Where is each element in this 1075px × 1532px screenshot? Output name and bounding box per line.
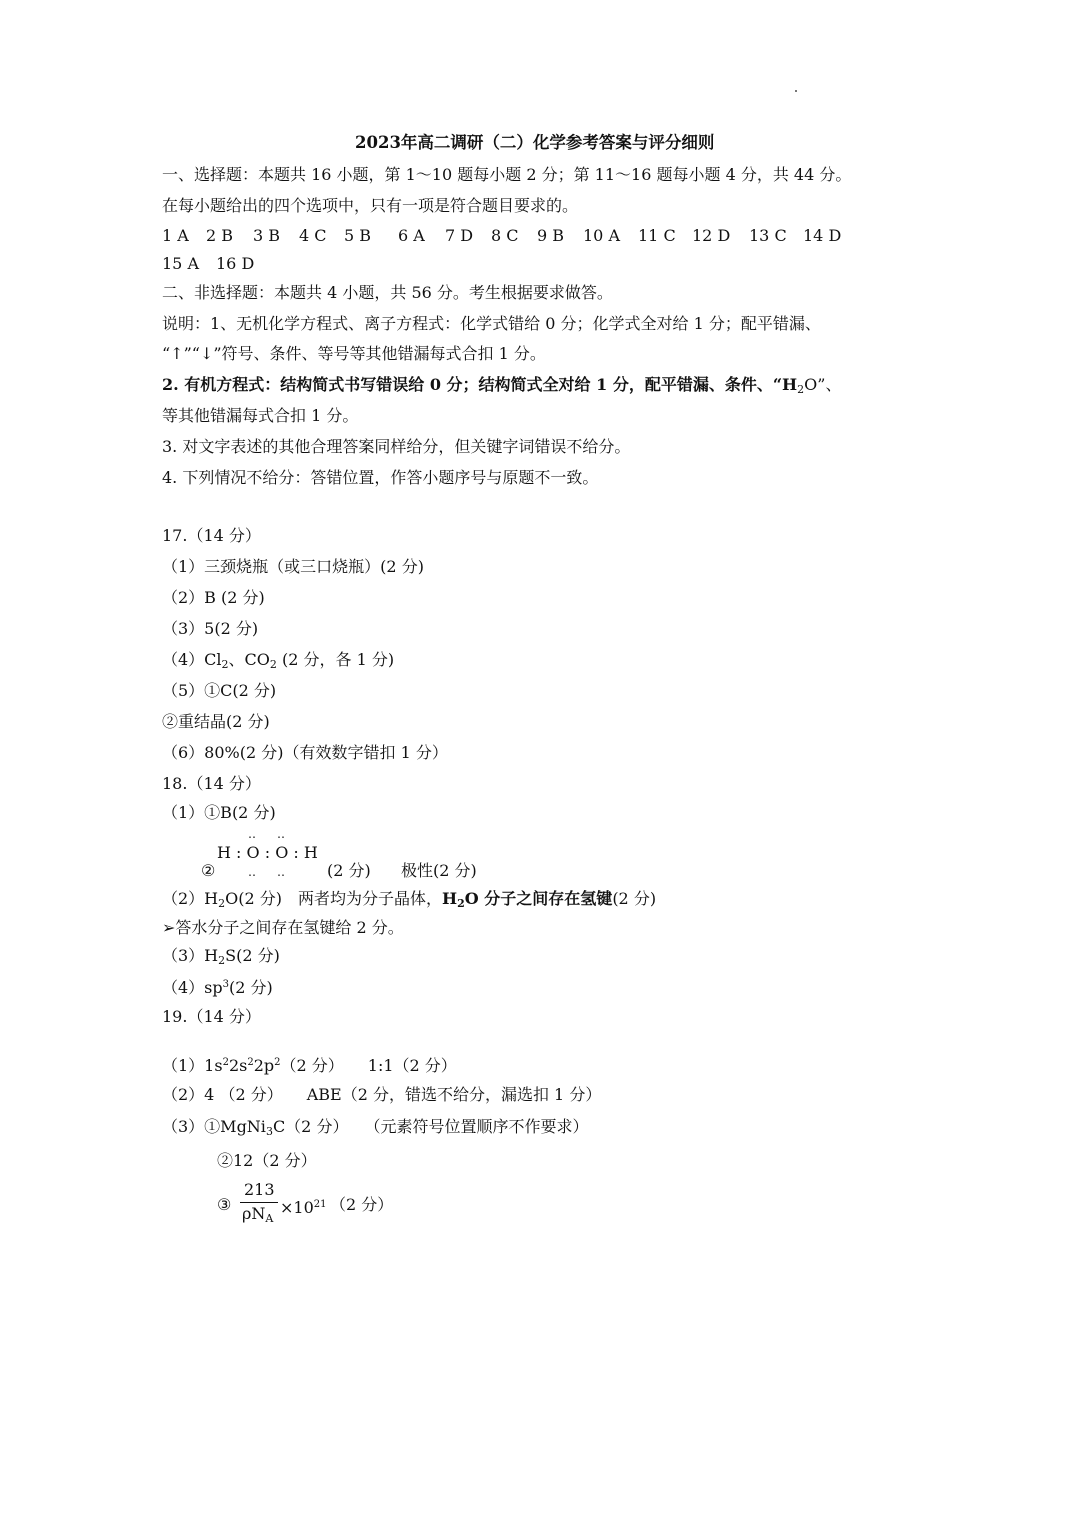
q19-heading: 19.（14 分） bbox=[162, 1007, 261, 1026]
answer-item: 12 D bbox=[692, 226, 731, 245]
q18-answer-4 bbox=[162, 974, 273, 999]
note-2a bbox=[162, 374, 841, 401]
answer-item: 10 A bbox=[583, 226, 620, 245]
note-2b: 等其他错漏每式合扣 1 分。 bbox=[162, 406, 359, 425]
q18-a2-key: O 分子之间存在氢键 bbox=[464, 889, 613, 908]
page-title: 2023年高二调研（二）化学参考答案与评分细则 bbox=[355, 133, 715, 152]
q18-answer-1-2-polarity: 极性(2 分) bbox=[401, 861, 477, 880]
q17-answer-4 bbox=[162, 649, 394, 676]
q19-a1-text: 2s bbox=[228, 1056, 248, 1075]
q19-answer-3-3-score: （2 分） bbox=[330, 1195, 394, 1214]
q18-answer-2-note: ➢答水分子之间存在氢键给 2 分。 bbox=[162, 918, 404, 937]
q19-a3-text: （3）①MgNi bbox=[162, 1117, 266, 1136]
answer-item: 11 C bbox=[638, 226, 676, 245]
fraction-numerator: 213 bbox=[244, 1180, 275, 1199]
q17-answer-6: （6）80%(2 分)（有效数字错扣 1 分） bbox=[162, 743, 448, 762]
denominator-text: ρN bbox=[242, 1204, 266, 1223]
q17-a4-text: (2 分，各 1 分) bbox=[276, 650, 395, 669]
q19-answer-3-3-marker: ③ bbox=[217, 1195, 232, 1214]
answer-item: 6 A bbox=[398, 226, 425, 245]
answer-item: 13 C bbox=[749, 226, 787, 245]
subscript: A bbox=[265, 1212, 274, 1225]
note-1b: “↑”“↓”符号、条件、等号等其他错漏每式合扣 1 分。 bbox=[162, 344, 546, 363]
q17-a4-text: （4）Cl bbox=[162, 650, 222, 669]
q19-answer-2: （2）4 （2 分） ABE（2 分，错选不给分，漏选扣 1 分） bbox=[162, 1085, 602, 1104]
answer-item: 9 B bbox=[537, 226, 565, 245]
lone-pair-dots: ‥ bbox=[248, 865, 257, 879]
q17-answer-5-2: ②重结晶(2 分) bbox=[162, 712, 270, 731]
q18-answer-3 bbox=[162, 945, 280, 972]
superscript: 3 bbox=[222, 979, 230, 990]
lone-pair-dots: ‥ bbox=[248, 827, 257, 841]
superscript: 2 bbox=[222, 1057, 229, 1068]
answer-item: 8 C bbox=[491, 226, 519, 245]
q18-a2-text: O(2 分) 两者均为分子晶体， bbox=[225, 889, 443, 908]
lewis-structure-h2o2 bbox=[215, 828, 335, 880]
q18-answer-1-2-marker: ② bbox=[201, 861, 216, 880]
q18-answer-1-1: （1）①B(2 分) bbox=[162, 803, 276, 822]
answer-item: 1 A bbox=[162, 226, 189, 245]
answer-item: 3 B bbox=[253, 226, 281, 245]
fraction-bar bbox=[240, 1202, 278, 1203]
superscript: 2 bbox=[247, 1057, 254, 1068]
q18-answer-2 bbox=[162, 888, 656, 915]
q19-a1-text: 2p bbox=[253, 1056, 275, 1075]
q19-answer-3-2: ②12（2 分） bbox=[217, 1151, 317, 1170]
q18-a4-text: （4）sp bbox=[162, 978, 223, 997]
q19-a1-text: （2 分） 1:1（2 分） bbox=[280, 1056, 457, 1075]
answer-item: 14 D bbox=[803, 226, 842, 245]
q17-answer-3: （3）5(2 分) bbox=[162, 619, 259, 638]
subscript: 2 bbox=[457, 897, 465, 910]
subscript: 2 bbox=[797, 383, 805, 396]
answer-item: 16 D bbox=[216, 254, 255, 273]
q17-a4-text: 、CO bbox=[228, 650, 270, 669]
part2-header: 二、非选择题：本题共 4 小题，共 56 分。考生根据要求做答。 bbox=[162, 283, 613, 302]
superscript: 2 bbox=[274, 1057, 281, 1068]
q18-heading: 18.（14 分） bbox=[162, 774, 261, 793]
q18-a2-key: H bbox=[442, 889, 458, 908]
q18-answer-1-2-score: (2 分) bbox=[327, 861, 371, 880]
answer-item: 4 C bbox=[299, 226, 327, 245]
q19-a1-text: （1）1s bbox=[162, 1056, 223, 1075]
q17-heading: 17.（14 分） bbox=[162, 526, 261, 545]
note-2a-text: 2. 有机方程式：结构简式书写错误给 0 分；结构简式全对给 1 分，配平错漏、条件、“H bbox=[162, 375, 798, 394]
lone-pair-dots: ‥ bbox=[277, 865, 286, 879]
answer-item: 15 A bbox=[162, 254, 199, 273]
subscript: 2 bbox=[218, 897, 226, 910]
answer-item: 2 B bbox=[206, 226, 234, 245]
q19-answer-3-3-power bbox=[280, 1194, 327, 1219]
subscript: 2 bbox=[221, 658, 229, 671]
q19-answer-3-1 bbox=[162, 1116, 588, 1143]
q18-a3-text: （3）H bbox=[162, 946, 219, 965]
lewis-atoms: H : O : O : H bbox=[217, 843, 318, 862]
subscript: 3 bbox=[265, 1125, 273, 1138]
note-2a-tail: O”、 bbox=[804, 375, 842, 394]
q19-a3-text: C（2 分） （元素符号位置顺序不作要求） bbox=[272, 1117, 589, 1136]
note-3: 3. 对文字表述的其他合理答案同样给分，但关键字词错误不给分。 bbox=[162, 437, 631, 456]
note-4: 4. 下列情况不给分：答错位置，作答小题序号与原题不一致。 bbox=[162, 468, 599, 487]
q18-a3-text: S(2 分) bbox=[225, 946, 280, 965]
q18-a2-score: (2 分) bbox=[612, 889, 657, 908]
answer-item: 7 D bbox=[445, 226, 474, 245]
q18-a2-text: （2）H bbox=[162, 889, 219, 908]
q18-a4-text: (2 分) bbox=[229, 978, 273, 997]
subscript: 2 bbox=[218, 954, 226, 967]
q17-answer-2: （2）B (2 分) bbox=[162, 588, 265, 607]
power-base: ×10 bbox=[280, 1198, 314, 1217]
superscript: 21 bbox=[313, 1199, 327, 1210]
q19-answer-1 bbox=[162, 1052, 457, 1077]
subscript: 2 bbox=[269, 658, 277, 671]
q17-answer-5-1: （5）①C(2 分) bbox=[162, 681, 277, 700]
note-1a: 说明：1、无机化学方程式、离子方程式：化学式错给 0 分；化学式全对给 1 分；配平错漏、 bbox=[162, 314, 821, 333]
lone-pair-dots: ‥ bbox=[277, 827, 286, 841]
q17-answer-1: （1）三颈烧瓶（或三口烧瓶）(2 分) bbox=[162, 557, 424, 576]
answer-item: 5 B bbox=[344, 226, 372, 245]
scan-dot bbox=[795, 90, 797, 92]
part1-line2: 在每小题给出的四个选项中，只有一项是符合题目要求的。 bbox=[162, 196, 579, 215]
fraction-denominator bbox=[242, 1204, 273, 1229]
part1-line1: 一、选择题：本题共 16 小题，第 1～10 题每小题 2 分；第 11～16 题每小题 4 分，共 44 分。 bbox=[162, 165, 852, 184]
